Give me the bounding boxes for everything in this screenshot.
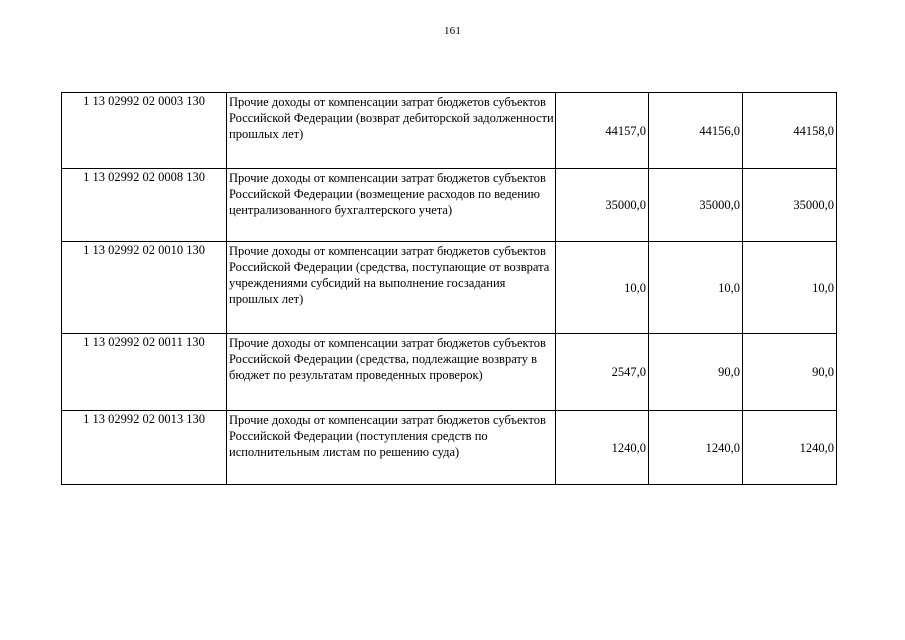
amount-cell-year-3: 1240,0 bbox=[743, 411, 837, 485]
amount-cell-year-1: 35000,0 bbox=[556, 169, 649, 242]
amount-cell-year-3: 44158,0 bbox=[743, 93, 837, 169]
budget-code-cell: 1 13 02992 02 0013 130 bbox=[62, 411, 227, 485]
budget-revenue-table bbox=[61, 92, 837, 485]
table-row bbox=[62, 334, 837, 411]
description-cell: Прочие доходы от компенсации затрат бюджетов субъектов Российской Федерации (возврат дебиторской задолженности прошлых лет) bbox=[227, 93, 556, 169]
amount-cell-year-3: 35000,0 bbox=[743, 169, 837, 242]
budget-code-cell: 1 13 02992 02 0010 130 bbox=[62, 242, 227, 334]
amount-cell-year-3: 10,0 bbox=[743, 242, 837, 334]
amount-cell-year-1: 44157,0 bbox=[556, 93, 649, 169]
description-cell: Прочие доходы от компенсации затрат бюджетов субъектов Российской Федерации (средства, подлежащие возврату в бюджет по результатам проведенных проверок) bbox=[227, 334, 556, 411]
budget-code-cell: 1 13 02992 02 0011 130 bbox=[62, 334, 227, 411]
table-row bbox=[62, 411, 837, 485]
table-row bbox=[62, 93, 837, 169]
amount-cell-year-2: 35000,0 bbox=[649, 169, 743, 242]
description-cell: Прочие доходы от компенсации затрат бюджетов субъектов Российской Федерации (средства, поступающие от возврата учреждениями субсидий на выполнение госзадания прошлых лет) bbox=[227, 242, 556, 334]
amount-cell-year-1: 2547,0 bbox=[556, 334, 649, 411]
description-cell: Прочие доходы от компенсации затрат бюджетов субъектов Российской Федерации (поступления средств по исполнительным листам по решению суда) bbox=[227, 411, 556, 485]
amount-cell-year-2: 10,0 bbox=[649, 242, 743, 334]
budget-code-cell: 1 13 02992 02 0008 130 bbox=[62, 169, 227, 242]
amount-cell-year-3: 90,0 bbox=[743, 334, 837, 411]
budget-code-cell: 1 13 02992 02 0003 130 bbox=[62, 93, 227, 169]
amount-cell-year-2: 90,0 bbox=[649, 334, 743, 411]
table-row bbox=[62, 242, 837, 334]
amount-cell-year-2: 1240,0 bbox=[649, 411, 743, 485]
table-row bbox=[62, 169, 837, 242]
description-cell: Прочие доходы от компенсации затрат бюджетов субъектов Российской Федерации (возмещение расходов по ведению централизованного бухгалтерского учета) bbox=[227, 169, 556, 242]
amount-cell-year-2: 44156,0 bbox=[649, 93, 743, 169]
amount-cell-year-1: 1240,0 bbox=[556, 411, 649, 485]
page-number: 161 bbox=[443, 25, 462, 37]
amount-cell-year-1: 10,0 bbox=[556, 242, 649, 334]
